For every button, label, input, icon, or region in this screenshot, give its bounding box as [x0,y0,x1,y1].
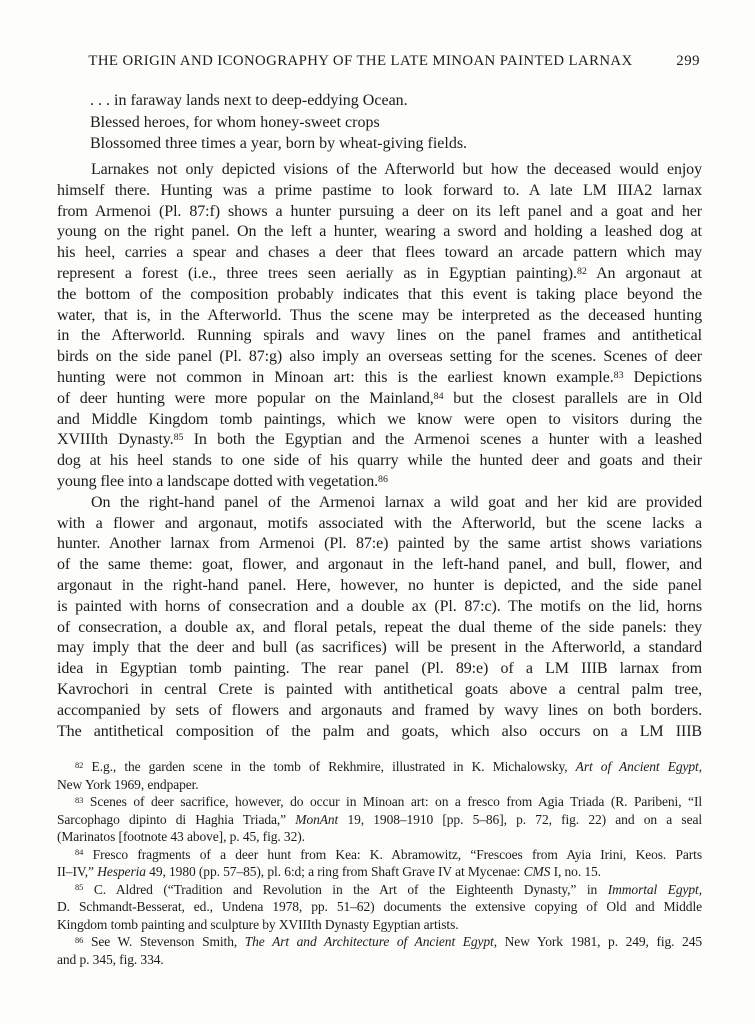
body-line: and Middle Kingdom tomb paintings, which we know were open to visitors during the [57,410,702,428]
footnote-line: $^{86}$ See W. Stevenson Smith, The Art and Architecture of Ancient Egypt, New York 1981, p. 249, fig. 245 [75,934,702,949]
body-line: in the Afterworld. Running spirals and wavy lines on the panel frames and antithetical [57,327,702,345]
body-line: with a flower and argonaut, motifs associated with the Afterworld, but the scene lacks a [57,514,702,532]
footnote-line: II–IV,” Hesperia 49, 1980 (pp. 57–85), pl. 6:d; a ring from Shaft Grave IV at Mycenae: CMS I, no. 15. [57,864,601,879]
footnote-line: and p. 345, fig. 334. [57,951,164,967]
page-title: THE ORIGIN AND ICONOGRAPHY OF THE LATE MINOAN PAINTED LARNAX [88,53,633,69]
body-text [57,160,702,742]
paragraph-2 [57,493,702,743]
footnote-84 [57,846,702,881]
footnote-line: New York 1969, endpaper. [57,776,199,792]
body-line: represent a forest (i.e., three trees seen aerially as in Egyptian painting).$^{82}$ An argonaut at [57,264,702,282]
body-line: may imply that the deer and bull (as sacrifices) will be present in the Afterworld, a standard [57,639,702,657]
running-head [57,53,702,71]
footnote-82 [57,758,702,793]
poem-quote [90,90,650,155]
page-number: 299 [676,53,700,69]
footnote-line: D. Schmandt-Besserat, ed., Undena 1978, pp. 51–62) documents the extensive copying of Old and Middle [57,899,702,914]
footnote-line: $^{84}$ Fresco fragments of a deer hunt from Kea: K. Abramowitz, “Frescoes from Ayia Irini, Keos. Parts [75,846,702,862]
footnote-line: (Marinatos [footnote 43 above], p. 45, fig. 32). [57,829,305,844]
footnote-86 [57,933,702,968]
body-line: young on the right panel. On the left a hunter, wearing a sword and holding a leashed dog at [57,223,702,241]
footnote-85 [57,881,702,934]
footnote-line: Sarcophago dipinto di Haghia Triada,” MonAnt 19, 1908–1910 [pp. 5–86], p. 72, fig. 22) and on a seal [57,811,703,827]
body-line: birds on the side panel (Pl. 87:g) also imply an overseas setting for the scenes. Scenes of deer [57,348,702,366]
footnote-line: $^{85}$ C. Aldred (“Tradition and Revolution in the Art of the Eighteenth Dynasty,” in Immortal Egypt, [75,881,702,897]
body-line: dog at his heel stands to one side of his quarry while the hunted deer and goats and their [57,452,702,470]
body-line: of deer hunting were more popular on the Mainland,$^{84}$ but the closest parallels are in Old [57,389,702,407]
body-line: argonaut in the right-hand panel. Here, however, no hunter is depicted, and the side panel [57,576,702,594]
footnotes-block [57,758,702,968]
body-line: himself there. Hunting was a prime pastime to look forward to. A late LM IIIA2 larnax [57,181,702,199]
body-line: Larnakes not only depicted visions of the Afterworld but how the deceased would enjoy [91,161,702,178]
body-line: young flee into a landscape dotted with vegetation.$^{86}$ [57,472,388,490]
paragraph-1 [57,160,702,493]
body-line: the bottom of the composition probably indicates that this event is taking place beyond the [57,285,702,303]
footnote-line: $^{82}$ E.g., the garden scene in the tomb of Rekhmire, illustrated in K. Michalowsky, Art of Ancient Egypt, [75,759,702,774]
body-line: XVIIIth Dynasty.$^{85}$ In both the Egyptian and the Armenoi scenes a hunter with a leashed [57,431,702,449]
body-line: The antithetical composition of the palm and goats, which also occurs on a LM IIIB [57,722,702,740]
poem-line: Blessed heroes, for whom honey-sweet crops [90,113,380,131]
poem-line: Blossomed three times a year, born by wheat-giving fields. [90,135,468,153]
body-line: of the same theme: goat, flower, and argonaut in the left-hand panel, and bull, flower, and [57,556,702,574]
body-line: Kavrochori in central Crete is painted with antithetical goats above a central palm tree, [57,680,702,698]
body-line: is painted with horns of consecration and a double ax (Pl. 87:c). The motifs on the lid, horns [57,597,702,615]
body-line: his heel, carries a spear and chases a deer that flees toward an arcade pattern which may [57,244,702,262]
body-line: On the right-hand panel of the Armenoi larnax a wild goat and her kid are provided [91,493,702,511]
footnote-line: Kingdom tomb painting and sculpture by XVIIIth Dynasty Egyptian artists. [57,916,459,932]
footnote-line: $^{83}$ Scenes of deer sacrifice, however, do occur in Minoan art: on a fresco from Agia Triada (R. Paribeni, “Il [75,794,702,809]
footnote-83 [57,793,702,846]
body-line: hunter. Another larnax from Armenoi (Pl. 87:e) painted by the same artist shows variations [57,535,702,553]
body-line: of consecration, a double ax, and floral petals, repeat the dual theme of the side panels: they [57,618,702,636]
body-line: accompanied by sets of flowers and argonauts and framed by wavy lines on both borders. [57,701,702,719]
body-line: water, that is, in the Afterworld. Thus the scene may be interpreted as the deceased hunting [57,306,702,324]
body-line: idea in Egyptian tomb painting. The rear panel (Pl. 89:e) of a LM IIIB larnax from [57,660,702,678]
body-line: hunting were not common in Minoan art: this is the earliest known example.$^{83}$ Depictions [57,368,702,386]
poem-line: . . . in faraway lands next to deep-eddying Ocean. [90,92,408,109]
body-line: from Armenoi (Pl. 87:f) shows a hunter pursuing a deer on its left panel and a goat and her [57,202,702,220]
